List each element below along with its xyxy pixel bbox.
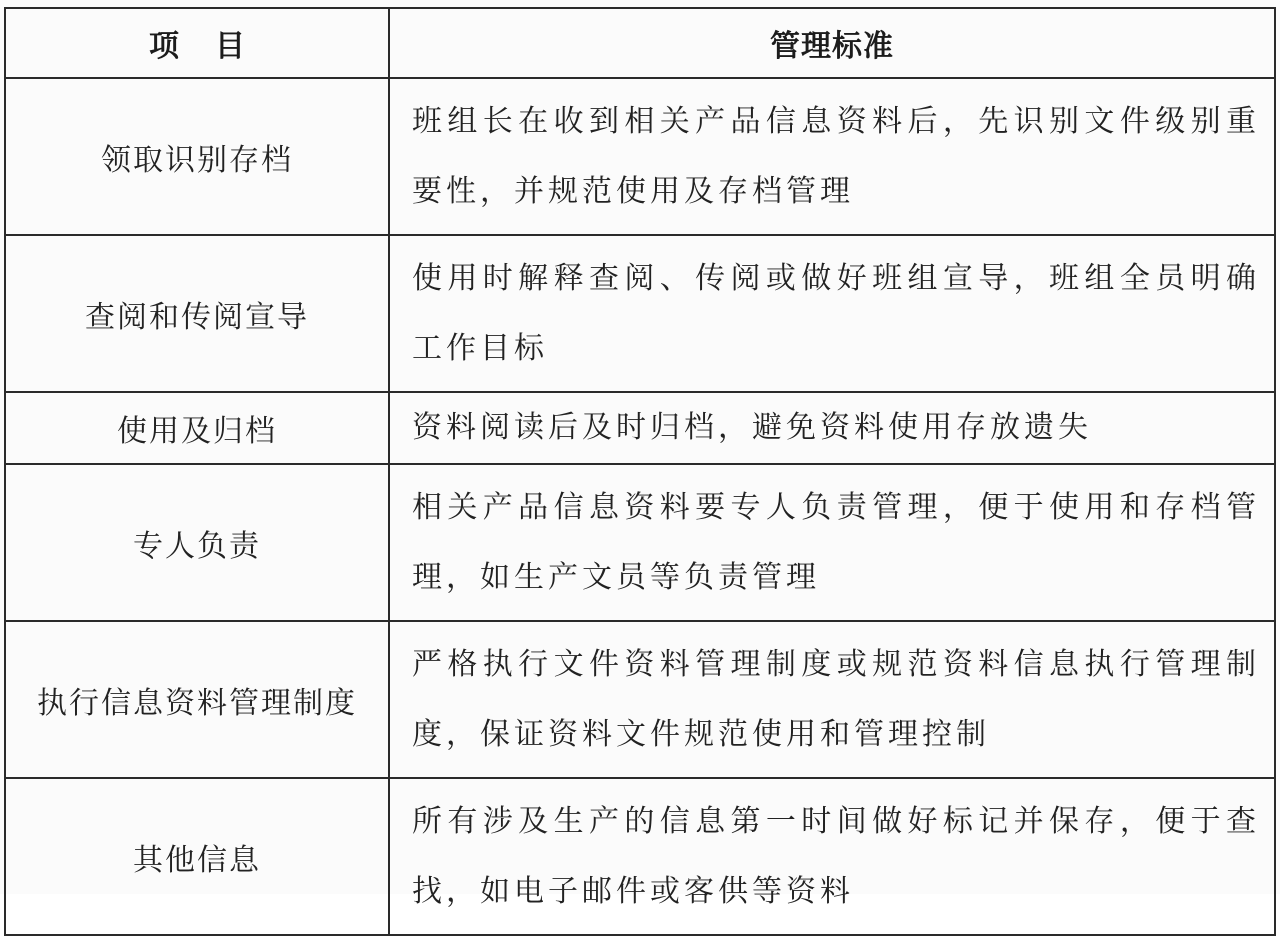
- row-item: 其他信息: [5, 778, 389, 935]
- row-item: 使用及归档: [5, 392, 389, 464]
- header-standard: 管理标准: [389, 8, 1275, 78]
- table-header-row: [5, 8, 1275, 78]
- row-item: 执行信息资料管理制度: [5, 621, 389, 778]
- table-row: [5, 235, 1275, 392]
- row-standard: 严格执行文件资料管理制度或规范资料信息执行管理制度，保证资料文件规范使用和管理控制: [389, 621, 1275, 778]
- table-row: [5, 78, 1275, 235]
- table-row: [5, 621, 1275, 778]
- row-standard: 使用时解释查阅、传阅或做好班组宣导，班组全员明确工作目标: [389, 235, 1275, 392]
- table-row: [5, 392, 1275, 464]
- row-standard: 班组长在收到相关产品信息资料后，先识别文件级别重要性，并规范使用及存档管理: [389, 78, 1275, 235]
- row-item: 查阅和传阅宣导: [5, 235, 389, 392]
- table-row: [5, 778, 1275, 935]
- row-standard: 资料阅读后及时归档，避免资料使用存放遗失: [389, 392, 1275, 464]
- row-standard: 相关产品信息资料要专人负责管理，便于使用和存档管理，如生产文员等负责管理: [389, 464, 1275, 621]
- row-item: 专人负责: [5, 464, 389, 621]
- management-standard-table: [4, 7, 1276, 936]
- header-item: 项目: [5, 8, 389, 78]
- row-standard: 所有涉及生产的信息第一时间做好标记并保存，便于查找，如电子邮件或客供等资料: [389, 778, 1275, 935]
- table-row: [5, 464, 1275, 621]
- row-item: 领取识别存档: [5, 78, 389, 235]
